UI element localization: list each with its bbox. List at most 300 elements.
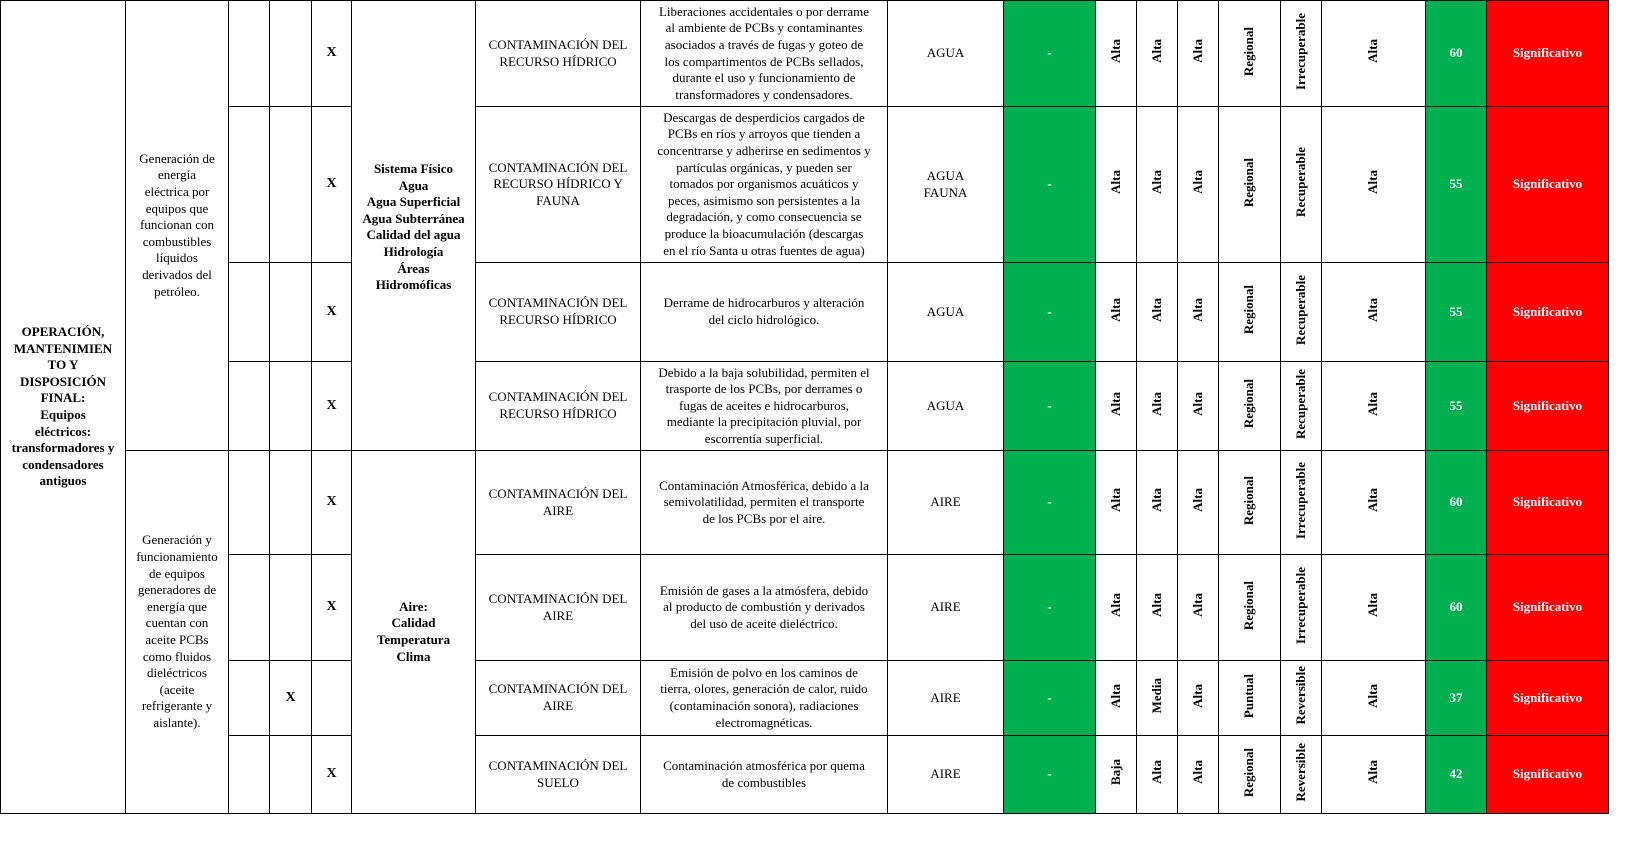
rating-value: Alta	[1189, 760, 1205, 785]
text-line: Derrame de hidrocarburos y alteración	[663, 295, 865, 311]
rating-value: Alta	[1148, 170, 1164, 195]
sign-value: -	[1047, 176, 1052, 192]
text-line: AIRE	[930, 599, 961, 615]
text-line: Emisión de polvo en los caminos de	[670, 664, 858, 680]
text-line: CONTAMINACIÓN DEL	[488, 159, 628, 175]
ratings-scope	[1219, 555, 1281, 661]
significance-cell	[1487, 1, 1609, 107]
text-line: asociados a través de fugas y goteo de	[664, 36, 864, 52]
text-line: Emisión de gases a la atmósfera, debido	[659, 582, 869, 598]
text-line: cuentan con	[145, 615, 209, 631]
sign-cell	[1004, 107, 1096, 263]
text-line: trasporte de los PCBs, por derrames o	[665, 381, 863, 397]
table-row	[1, 736, 1609, 814]
text-line: RECURSO HÍDRICO	[499, 53, 617, 69]
sign-cell	[1004, 263, 1096, 362]
text-line: líquidos	[156, 250, 198, 266]
ratings-scope	[1219, 451, 1281, 555]
text-line: CONTAMINACIÓN DEL	[488, 295, 628, 311]
description-cell	[641, 107, 888, 263]
text-line: CONTAMINACIÓN DEL	[488, 681, 628, 697]
text-line: AGUA	[926, 303, 965, 319]
ratings-extension	[1137, 555, 1178, 661]
mark-cell	[270, 736, 312, 814]
ratings-recoverability	[1281, 661, 1322, 736]
ratings-probability	[1322, 555, 1426, 661]
mark-value: X	[326, 766, 337, 782]
text-line: Liberaciones accidentales o por derrame	[658, 3, 870, 19]
text-line: Generación y	[142, 532, 212, 548]
ratings-probability	[1322, 362, 1426, 451]
text-line: AIRE	[542, 698, 574, 713]
significance-cell	[1487, 451, 1609, 555]
rating-value: Regional	[1241, 747, 1257, 797]
text-line: peces, asimismo son persistentes a la	[667, 192, 861, 208]
text-line: condensadores	[22, 456, 104, 472]
text-line: Contaminación atmosférica por quema	[663, 757, 865, 773]
impact-cell	[476, 263, 641, 362]
component-cell	[888, 555, 1004, 661]
rating-value: Regional	[1241, 379, 1257, 429]
mark-cell	[270, 451, 312, 555]
score-cell	[1426, 263, 1487, 362]
text-line: Contaminación Atmosférica, debido a la	[659, 477, 869, 493]
component-cell	[888, 107, 1004, 263]
text-line: en el río Santa u otras fuentes de agua)	[663, 242, 865, 258]
significance-value: Significativo	[1512, 397, 1583, 413]
significance-value: Significativo	[1512, 494, 1583, 510]
text-line: semivolatilidad, permiten el transporte	[663, 494, 865, 510]
ratings-recoverability	[1281, 1, 1322, 107]
mark-cell	[270, 555, 312, 661]
text-line: partículas orgánicas, y pueden ser	[676, 159, 852, 175]
table-row	[1, 263, 1609, 362]
rating-value: Irrecuperable	[1292, 12, 1308, 90]
ratings-scope	[1219, 263, 1281, 362]
mark-cell	[312, 451, 352, 555]
text-line: dieléctricos	[147, 665, 207, 681]
ratings-scope	[1219, 107, 1281, 263]
table-row	[1, 362, 1609, 451]
text-line: PCBs en ríos y arroyos que tienden a	[667, 126, 861, 142]
ratings-probability	[1322, 661, 1426, 736]
ratings-probability	[1322, 263, 1426, 362]
ratings-recoverability	[1281, 451, 1322, 555]
component-cell	[888, 451, 1004, 555]
ratings-probability	[1322, 451, 1426, 555]
ratings-extension	[1137, 263, 1178, 362]
text-line: Descargas de desperdicios cargados de	[663, 109, 865, 125]
text-line: Agua Subterránea	[362, 210, 465, 226]
text-line: MANTENIMIEN	[13, 340, 113, 356]
text-line: AIRE	[930, 689, 961, 705]
text-line: tierra, olores, generación de calor, ruido	[660, 681, 868, 697]
text-line: eléctricos:	[34, 423, 92, 439]
text-line: (contaminación sonora), radiaciones	[669, 698, 859, 713]
text-line: CONTAMINACIÓN DEL	[488, 757, 628, 773]
score-cell	[1426, 555, 1487, 661]
rating-value: Alta	[1365, 170, 1381, 195]
score-value: 37	[1449, 689, 1463, 705]
text-line: generadores de	[137, 582, 217, 598]
ratings-moment	[1178, 451, 1219, 555]
impact-cell	[476, 362, 641, 451]
impact-cell	[476, 661, 641, 736]
significance-value: Significativo	[1512, 45, 1583, 61]
ratings-recoverability	[1281, 107, 1322, 263]
rating-value: Alta	[1365, 297, 1381, 322]
score-value: 60	[1449, 45, 1463, 61]
text-line: al producto de combustión y derivados	[663, 599, 865, 615]
text-line: aislante).	[153, 714, 201, 730]
text-line: CONTAMINACIÓN DEL	[488, 389, 628, 405]
rating-value: Recuperable	[1292, 147, 1308, 218]
score-cell	[1426, 107, 1487, 263]
ratings-extension	[1137, 736, 1178, 814]
rating-value: Media	[1148, 678, 1164, 714]
text-line: como fluidos	[142, 648, 212, 664]
rating-value: Alta	[1107, 39, 1123, 64]
description-cell	[641, 736, 888, 814]
text-line: TO Y	[47, 357, 79, 373]
component-cell	[888, 736, 1004, 814]
sign-cell	[1004, 362, 1096, 451]
score-value: 55	[1449, 397, 1463, 413]
significance-value: Significativo	[1512, 599, 1583, 615]
significance-value: Significativo	[1512, 689, 1583, 705]
text-line: AGUA	[926, 397, 965, 413]
score-cell	[1426, 362, 1487, 451]
mark-cell	[229, 107, 270, 263]
mark-cell	[270, 263, 312, 362]
rating-value: Alta	[1189, 391, 1205, 416]
description-cell	[641, 362, 888, 451]
ratings-scope	[1219, 362, 1281, 451]
significance-value: Significativo	[1512, 303, 1583, 319]
ratings-scope	[1219, 661, 1281, 736]
significance-value: Significativo	[1512, 766, 1583, 782]
ratings-moment	[1178, 107, 1219, 263]
text-line: RECURSO HÍDRICO	[499, 406, 617, 421]
text-line: RECURSO HÍDRICO Y	[493, 176, 623, 192]
ratings-moment	[1178, 736, 1219, 814]
text-line: concentrarse y adherirse en sedimentos y	[657, 143, 871, 159]
environmental-factor-cell	[352, 451, 476, 814]
ratings-moment	[1178, 555, 1219, 661]
ratings-intensity	[1096, 362, 1137, 451]
text-line: Hidrología	[383, 243, 444, 259]
text-line: mediante la precipitación pluvial, por	[666, 414, 862, 430]
ratings-moment	[1178, 362, 1219, 451]
rating-value: Alta	[1148, 760, 1164, 785]
ratings-extension	[1137, 362, 1178, 451]
rating-value: Puntual	[1241, 673, 1257, 718]
description-cell	[641, 263, 888, 362]
text-line: tomados por organismos acuáticos y	[669, 176, 859, 192]
sign-value: -	[1047, 303, 1052, 319]
text-line: CONTAMINACIÓN DEL	[488, 590, 628, 606]
ratings-probability	[1322, 107, 1426, 263]
impact-cell	[476, 555, 641, 661]
rating-value: Alta	[1189, 170, 1205, 195]
significance-cell	[1487, 107, 1609, 263]
ratings-recoverability	[1281, 362, 1322, 451]
component-cell	[888, 362, 1004, 451]
mark-value: X	[285, 689, 296, 705]
text-line: Áreas	[397, 260, 430, 276]
text-line: CONTAMINACIÓN DEL	[488, 485, 628, 501]
text-line: Equipos	[40, 407, 86, 422]
text-line: AIRE	[542, 502, 574, 518]
score-value: 60	[1449, 494, 1463, 510]
mark-value: X	[326, 494, 337, 510]
rating-value: Regional	[1241, 475, 1257, 525]
sign-value: -	[1047, 599, 1052, 615]
text-line: Clima	[396, 648, 431, 664]
score-value: 55	[1449, 176, 1463, 192]
ratings-intensity	[1096, 555, 1137, 661]
text-line: Sistema Físico	[373, 161, 454, 176]
text-line: transformadores y condensadores.	[675, 86, 853, 102]
rating-value: Alta	[1107, 297, 1123, 322]
significance-cell	[1487, 736, 1609, 814]
text-line: Temperatura	[376, 632, 451, 647]
sign-value: -	[1047, 45, 1052, 61]
text-line: AGUA	[926, 45, 965, 61]
rating-value: Alta	[1365, 593, 1381, 618]
text-line: equipos que	[145, 200, 209, 216]
mark-value: X	[326, 397, 337, 413]
description-cell	[641, 555, 888, 661]
rating-value: Alta	[1148, 297, 1164, 322]
description-cell	[641, 661, 888, 736]
score-cell	[1426, 661, 1487, 736]
text-line: Calidad	[391, 615, 436, 631]
text-line: aceite PCBs	[145, 632, 209, 647]
mark-cell	[229, 451, 270, 555]
text-line: funcionan con	[139, 217, 214, 233]
text-line: del uso de aceite dieléctrico.	[690, 615, 838, 631]
activity-cell	[126, 451, 229, 814]
significance-cell	[1487, 362, 1609, 451]
text-line: funcionamiento	[136, 549, 218, 565]
table-row	[1, 555, 1609, 661]
text-line: Calidad del agua	[366, 227, 461, 243]
sign-value: -	[1047, 397, 1052, 413]
significance-cell	[1487, 661, 1609, 736]
mark-cell	[229, 1, 270, 107]
ratings-probability	[1322, 1, 1426, 107]
component-cell	[888, 1, 1004, 107]
ratings-intensity	[1096, 263, 1137, 362]
text-line: petróleo.	[154, 283, 200, 299]
rating-value: Alta	[1365, 683, 1381, 708]
mark-cell	[229, 661, 270, 736]
mark-cell	[312, 107, 352, 263]
text-line: Debido a la baja solubilidad, permiten el	[658, 364, 870, 380]
sign-cell	[1004, 1, 1096, 107]
text-line: energía	[157, 167, 197, 183]
mark-value: X	[326, 303, 337, 319]
rating-value: Alta	[1107, 488, 1123, 513]
description-cell	[641, 451, 888, 555]
significance-cell	[1487, 263, 1609, 362]
table-row	[1, 451, 1609, 555]
text-line: produce la bioacumulación (descargas	[664, 225, 864, 241]
score-value: 60	[1449, 599, 1463, 615]
rating-value: Alta	[1107, 170, 1123, 195]
rating-value: Irrecuperable	[1292, 566, 1308, 644]
ratings-extension	[1137, 1, 1178, 107]
rating-value: Alta	[1107, 391, 1123, 416]
significance-cell	[1487, 555, 1609, 661]
impact-cell	[476, 107, 641, 263]
text-line: los compartimentos de PCBs sellados,	[664, 53, 864, 69]
text-line: degradación, y como consecuencia se	[666, 209, 862, 225]
ratings-scope	[1219, 1, 1281, 107]
text-line: Agua	[398, 177, 429, 193]
ratings-recoverability	[1281, 736, 1322, 814]
mark-cell	[312, 1, 352, 107]
mark-cell	[270, 1, 312, 107]
ratings-intensity	[1096, 736, 1137, 814]
ratings-recoverability	[1281, 555, 1322, 661]
rating-value: Alta	[1148, 39, 1164, 64]
sign-cell	[1004, 661, 1096, 736]
text-line: eléctrica por	[144, 184, 210, 200]
text-line: de los PCBs por el aire.	[702, 510, 826, 526]
rating-value: Recuperable	[1292, 368, 1308, 439]
mark-cell	[270, 661, 312, 736]
table-row	[1, 661, 1609, 736]
ratings-intensity	[1096, 1, 1137, 107]
score-cell	[1426, 736, 1487, 814]
text-line: derivados del	[142, 266, 212, 282]
text-line: refrigerante y	[141, 698, 213, 714]
rating-value: Alta	[1365, 391, 1381, 416]
component-cell	[888, 661, 1004, 736]
sign-cell	[1004, 555, 1096, 661]
ratings-moment	[1178, 263, 1219, 362]
rating-value: Regional	[1241, 157, 1257, 207]
text-line: de equipos	[149, 565, 205, 581]
impact-cell	[476, 451, 641, 555]
rating-value: Alta	[1107, 593, 1123, 618]
mark-cell	[229, 362, 270, 451]
rating-value: Alta	[1189, 297, 1205, 322]
impact-cell	[476, 1, 641, 107]
description-cell	[641, 1, 888, 107]
rating-value: Alta	[1189, 488, 1205, 513]
mark-cell	[312, 555, 352, 661]
rating-value: Alta	[1189, 683, 1205, 708]
text-line: Aire:	[399, 598, 428, 614]
mark-cell	[270, 107, 312, 263]
score-value: 42	[1449, 766, 1463, 782]
rating-value: Alta	[1107, 683, 1123, 708]
text-line: transformadores y	[11, 440, 115, 456]
significance-value: Significativo	[1512, 176, 1583, 192]
mark-value: X	[326, 45, 337, 61]
rating-value: Recuperable	[1292, 274, 1308, 345]
mark-cell	[312, 263, 352, 362]
ratings-intensity	[1096, 451, 1137, 555]
mark-cell	[270, 362, 312, 451]
text-line: del ciclo hidrológico.	[708, 312, 820, 327]
sign-value: -	[1047, 494, 1052, 510]
ratings-probability	[1322, 736, 1426, 814]
text-line: al ambiente de PCBs y contaminantes	[665, 20, 863, 36]
text-line: DISPOSICIÓN	[20, 373, 106, 389]
text-line: combustibles	[142, 233, 212, 249]
rating-value: Reversible	[1292, 742, 1308, 802]
mark-cell	[229, 555, 270, 661]
rating-value: Regional	[1241, 285, 1257, 335]
text-line: OPERACIÓN,	[21, 324, 105, 340]
rating-value: Alta	[1365, 760, 1381, 785]
sign-value: -	[1047, 766, 1052, 782]
table-row	[1, 1, 1609, 107]
rating-value: Regional	[1241, 26, 1257, 76]
mark-cell	[229, 263, 270, 362]
text-line: CONTAMINACIÓN DEL	[488, 36, 628, 52]
text-line: AIRE	[542, 607, 574, 623]
text-line: durante el uso y funcionamiento de	[672, 70, 856, 86]
ratings-scope	[1219, 736, 1281, 814]
activity-cell	[126, 1, 229, 451]
mark-value: X	[326, 599, 337, 615]
text-line: FINAL:	[40, 390, 86, 406]
rating-value: Baja	[1107, 759, 1123, 786]
impact-cell	[476, 736, 641, 814]
rating-value: Alta	[1148, 488, 1164, 513]
text-line: RECURSO HÍDRICO	[499, 312, 617, 327]
text-line: fugas de aceites e hidrocarburos,	[678, 397, 849, 413]
mark-value: X	[326, 176, 337, 192]
rating-value: Irrecuperable	[1292, 461, 1308, 539]
rating-value: Regional	[1241, 580, 1257, 630]
sign-cell	[1004, 451, 1096, 555]
score-cell	[1426, 1, 1487, 107]
text-line: Generación de	[139, 150, 215, 166]
rating-value: Reversible	[1292, 666, 1308, 725]
ratings-extension	[1137, 107, 1178, 263]
ratings-intensity	[1096, 107, 1137, 263]
mark-cell	[312, 736, 352, 814]
text-line: AGUA	[926, 167, 965, 183]
rating-value: Alta	[1148, 593, 1164, 618]
score-cell	[1426, 451, 1487, 555]
text-line: Hidromóficas	[375, 277, 452, 293]
ratings-extension	[1137, 661, 1178, 736]
mark-cell	[229, 736, 270, 814]
ratings-recoverability	[1281, 263, 1322, 362]
text-line: escorrentía superficial.	[704, 430, 824, 446]
component-cell	[888, 263, 1004, 362]
table-row	[1, 107, 1609, 263]
ratings-intensity	[1096, 661, 1137, 736]
text-line: FAUNA	[923, 184, 968, 200]
text-line: FAUNA	[536, 192, 580, 208]
text-line: (aceite	[159, 681, 195, 697]
sign-cell	[1004, 736, 1096, 814]
mark-cell	[312, 362, 352, 451]
sign-value: -	[1047, 689, 1052, 705]
ratings-moment	[1178, 661, 1219, 736]
rating-value: Alta	[1189, 39, 1205, 64]
ratings-moment	[1178, 1, 1219, 107]
mark-cell	[312, 661, 352, 736]
